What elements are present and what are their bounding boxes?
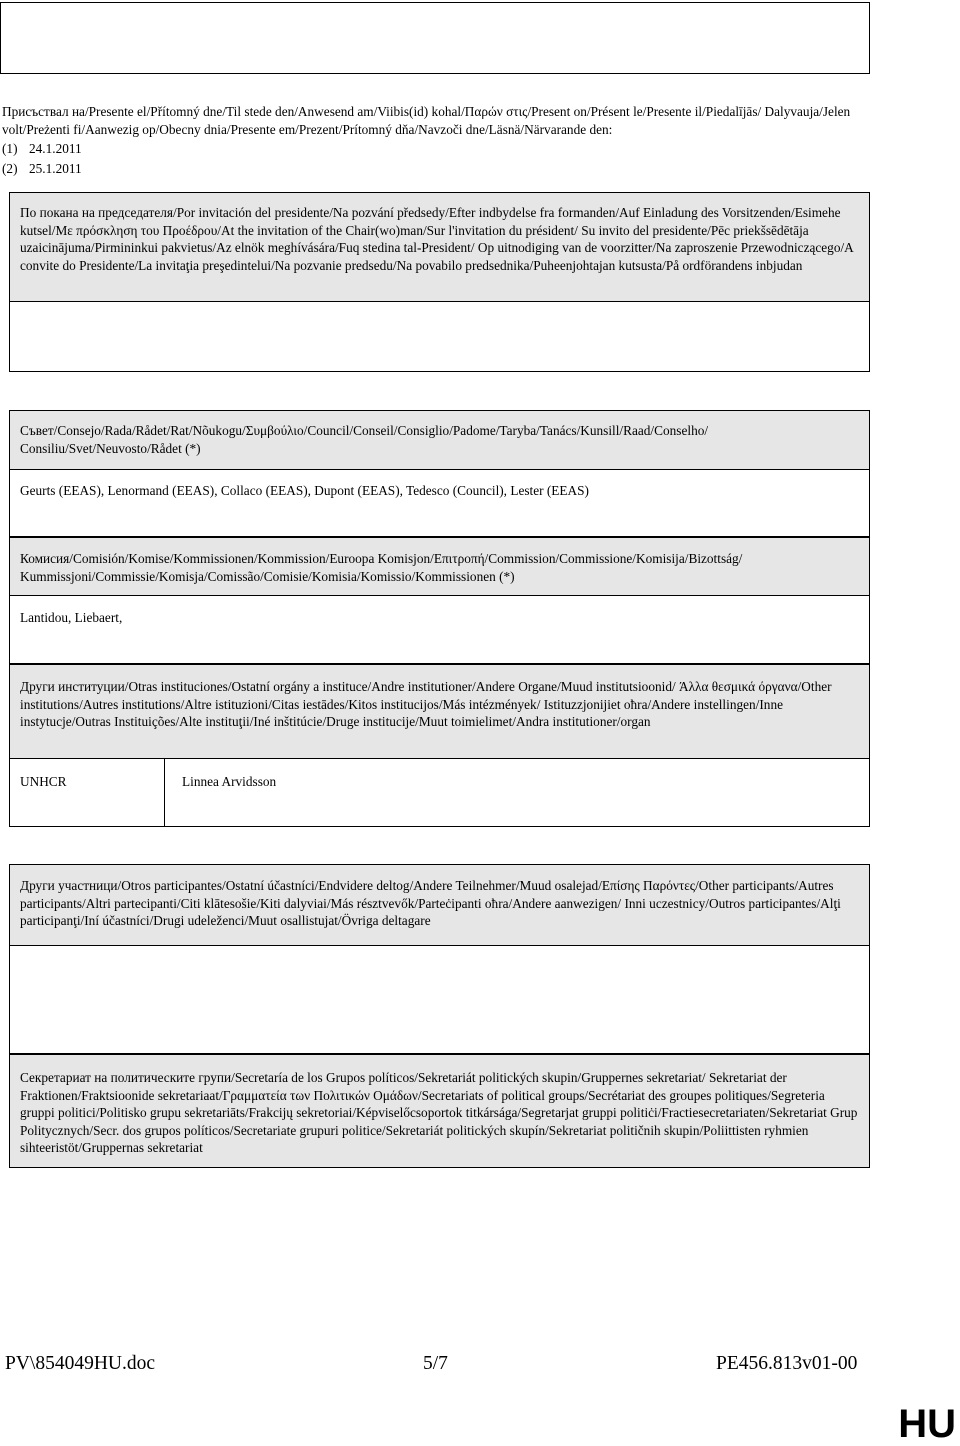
secretariat-heading — [10, 1055, 869, 1157]
top-empty-box — [0, 2, 870, 74]
other-participants-heading — [10, 865, 869, 946]
chair-invitation-heading — [10, 193, 869, 302]
council-box — [9, 410, 870, 537]
person-cell: Linnea Arvidsson — [182, 774, 277, 789]
language-code: HU — [898, 1402, 956, 1446]
other-institutions-heading-text: Други институции/Otras instituciones/Ostatní orgány a instituce/Andre institutioner/Andere Organe/Muud institutsioonid/ Άλλα θεσμικά όργανα/Other institutions/Autres institutions/Altre istituzioni/Citas iestādes/Kitos institucijos/Más intézmények/ Istituzzjonijiet oħra/Andere instellingen/Inne instytucje/Outras Instituições/Alte instituţii/Iné inštitúcie/Druge institucije/Muut toimielimet/Andra institutioner/organ — [20, 679, 832, 729]
chair-invitation-heading-text: По покана на председателя/Por invitación del presidente/Na pozvání předsedy/Efter indbydelse fra formanden/Auf Einladung des Vorsitzenden/Esimehe kutsel/Με πρόσκληση του Προέδρου/At the invitation of the Chair(wo)man/Sur l'invitation du président/ Su invito del presidente/Pēc priekšsēdētāja uzaicinājuma/Pirmininkui pakvietus/Az elnök meghívására/Fuq stedina tal-President/ Op uitnodiging van de voorzitter/Na zaproszenie Przewodniczącego/A convite do Presidente/La invitaţia preşedintelui/Na pozvanie predsedu/Na povabilo predsednika/Puheenjohtajan kutsusta/På ordförandens inbjudan — [20, 205, 854, 273]
footer-document-ref: PE456.813v01-00 — [716, 1353, 858, 1374]
date-value: 25.1.2011 — [29, 160, 82, 176]
date-row-2 — [2, 160, 882, 178]
commission-box — [9, 537, 870, 664]
date-value: 24.1.2011 — [29, 141, 82, 156]
commission-heading-text: Комисия/Comisión/Komise/Kommissionen/Kommission/Euroopa Komisjon/Επιτροπή/Commission/Commissione/Komisija/Bizottság/ Kummissjoni/Commissie/Komisja/Comissão/Comisie/Komisia/Komissio/Kommissionen (*) — [20, 551, 743, 584]
attendance-section — [2, 103, 882, 177]
council-heading-text: Съвет/Consejo/Rada/Rådet/Rat/Nõukogu/Συμβούλιο/Council/Conseil/Consiglio/Padome/Taryba/Tanács/Kunsill/Raad/Conselho/ Consiliu/Svet/Neuvosto/Rådet (*) — [20, 423, 709, 456]
other-participants-heading-text: Други участници/Otros participantes/Ostatní účastníci/Endvidere deltog/Andere Teilnehmer/Muud osalejad/Επίσης Παρόντες/Other participants/Autres participants/Altri partecipanti/Citi klātesošie/Kiti dalyviai/Más résztvevők/Parteċipanti oħra/Andere aanwezigen/ Inni uczestnicy/Outros participantes/Alţi participanţi/Iní účastníci/Drugi udeleženci/Muut osallistujat/Övriga deltagare — [20, 878, 841, 928]
commission-content: Lantidou, Liebaert, — [20, 610, 123, 625]
other-participants-box — [9, 864, 870, 1054]
other-institutions-row — [10, 759, 869, 826]
footer-filename: PV\854049HU.doc — [5, 1353, 156, 1374]
chair-invitation-box — [9, 192, 870, 372]
date-number: (1) — [2, 141, 18, 156]
other-institutions-box — [9, 664, 870, 827]
attendance-heading: Присъствал на/Presente el/Přítomný dne/Til stede den/Anwesend am/Viibis(id) kohal/Παρών στις/Present on/Présent le/Presente il/Piedalījās/ Dalyvauja/Jelen volt/Preżenti fi/Aanwezig op/Obecny dnia/Presente em/Prezent/Prítomný dňa/Navzoči dne/Läsnä/Närvarande den: — [2, 104, 851, 137]
commission-heading — [10, 538, 869, 596]
council-heading — [10, 411, 869, 470]
org-cell: UNHCR — [10, 759, 165, 826]
other-institutions-heading — [10, 665, 869, 759]
secretariat-box — [9, 1054, 870, 1168]
date-number: (2) — [2, 160, 18, 176]
date-row-1 — [2, 140, 882, 158]
council-content: Geurts (EEAS), Lenormand (EEAS), Collaco (EEAS), Dupont (EEAS), Tedesco (Council), Lester (EEAS) — [20, 483, 589, 498]
secretariat-heading-text: Секретариат на политическите групи/Secretaría de los Grupos políticos/Sekretariát politických skupin/Gruppernes sekretariat/ Sekretariat der Fraktionen/Fraktsioonide sekretariaat/Γραμματεία των Πολιτικών Ομάδων/Secretariats of political groups/Secrétariat des groupes politiques/Segreteria gruppi politici/Politisko grupu sekretariāts/Frakcijų sekretoriai/Képviselőcsoportok titkársága/Segretarjat gruppi politiċi/Fractiesecretariaten/Sekretariat Grup Politycznych/Secr. dos grupos políticos/Secretariate grupuri politice/Sekretariát politických skupín/Sekretariat političnih skupin/Poliittisten ryhmien sihteeristöt/Gruppernas sekretariat — [20, 1070, 858, 1155]
footer-page-number: 5/7 — [423, 1353, 448, 1374]
